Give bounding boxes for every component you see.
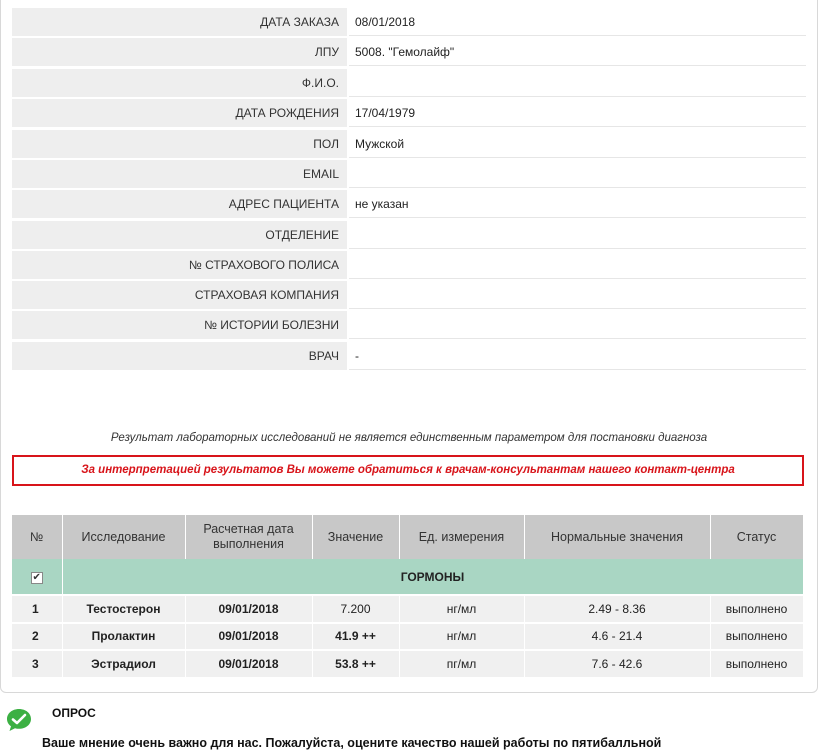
group-row-hormones	[12, 559, 803, 595]
info-label: ПОЛ	[12, 130, 347, 158]
info-row-order-date	[12, 8, 806, 36]
table-row	[12, 650, 803, 678]
row-norm: 7.6 - 42.6	[524, 650, 710, 678]
info-value	[349, 311, 806, 339]
info-label: ВРАЧ	[12, 342, 347, 370]
row-test-name: Тестостерон	[62, 595, 185, 623]
info-value	[349, 281, 806, 309]
info-row-department	[12, 221, 806, 249]
info-row-insurance-policy	[12, 251, 806, 279]
disclaimer-text: Результат лабораторных исследований не является единственным параметром для постановки диагноза	[110, 432, 708, 444]
info-value: 5008. "Гемолайф"	[349, 38, 806, 66]
table-row	[12, 595, 803, 623]
info-row-insurance-company	[12, 281, 806, 309]
column-header-unit: Ед. измерения	[399, 515, 524, 559]
row-status: выполнено	[710, 623, 803, 651]
info-value: -	[349, 342, 806, 370]
info-row-lpu	[12, 38, 806, 66]
info-value: 17/04/1979	[349, 99, 806, 127]
row-value: 7.200	[312, 595, 399, 623]
group-name: ГОРМОНЫ	[62, 559, 803, 595]
row-test-name: Пролактин	[62, 623, 185, 651]
row-status: выполнено	[710, 650, 803, 678]
info-label: № СТРАХОВОГО ПОЛИСА	[12, 251, 347, 279]
row-number: 3	[12, 650, 62, 678]
row-unit: нг/мл	[399, 623, 524, 651]
row-norm: 2.49 - 8.36	[524, 595, 710, 623]
column-header-value: Значение	[312, 515, 399, 559]
info-label: ОТДЕЛЕНИЕ	[12, 221, 347, 249]
info-row-sex	[12, 130, 806, 158]
info-label: EMAIL	[12, 160, 347, 188]
row-test-name: Эстрадиол	[62, 650, 185, 678]
row-unit: нг/мл	[399, 595, 524, 623]
row-norm: 4.6 - 21.4	[524, 623, 710, 651]
info-label: Ф.И.О.	[12, 69, 347, 97]
row-date: 09/01/2018	[185, 595, 312, 623]
row-number: 1	[12, 595, 62, 623]
column-header-number: №	[12, 515, 62, 559]
column-header-norm: Нормальные значения	[524, 515, 710, 559]
info-value	[349, 160, 806, 188]
results-table	[12, 515, 804, 679]
info-row-case-history	[12, 311, 806, 339]
info-row-email	[12, 160, 806, 188]
survey-title: ОПРОС	[52, 706, 96, 720]
row-number: 2	[12, 623, 62, 651]
group-checkbox[interactable]: ✔	[32, 572, 41, 583]
info-label: ДАТА ЗАКАЗА	[12, 8, 347, 36]
row-status: выполнено	[710, 595, 803, 623]
info-value	[349, 69, 806, 97]
survey-text: Ваше мнение очень важно для нас. Пожалуйста, оцените качество нашей работы по пятибалльной	[42, 736, 662, 750]
column-header-date: Расчетная дата выполнения	[185, 515, 312, 559]
info-row-fio	[12, 69, 806, 97]
info-value: Мужской	[349, 130, 806, 158]
info-row-address	[12, 190, 806, 218]
info-row-doctor	[12, 342, 806, 370]
consultation-alert: За интерпретацией результатов Вы можете обратиться к врачам-консультантам нашего контакт-центра	[12, 455, 804, 486]
table-header-row	[12, 515, 803, 559]
info-label: СТРАХОВАЯ КОМПАНИЯ	[12, 281, 347, 309]
info-value	[349, 221, 806, 249]
info-value	[349, 251, 806, 279]
row-date: 09/01/2018	[185, 623, 312, 651]
info-value: 08/01/2018	[349, 8, 806, 36]
info-value: не указан	[349, 190, 806, 218]
info-label: ДАТА РОЖДЕНИЯ	[12, 99, 347, 127]
info-label: АДРЕС ПАЦИЕНТА	[12, 190, 347, 218]
info-label: ЛПУ	[12, 38, 347, 66]
row-value: 53.8 ++	[312, 650, 399, 678]
column-header-test: Исследование	[62, 515, 185, 559]
row-unit: пг/мл	[399, 650, 524, 678]
row-date: 09/01/2018	[185, 650, 312, 678]
info-row-birth-date	[12, 99, 806, 127]
row-value: 41.9 ++	[312, 623, 399, 651]
chat-bubble-icon	[6, 707, 32, 733]
group-checkbox-cell[interactable]	[12, 559, 62, 595]
info-label: № ИСТОРИИ БОЛЕЗНИ	[12, 311, 347, 339]
column-header-status: Статус	[710, 515, 803, 559]
table-row	[12, 623, 803, 651]
